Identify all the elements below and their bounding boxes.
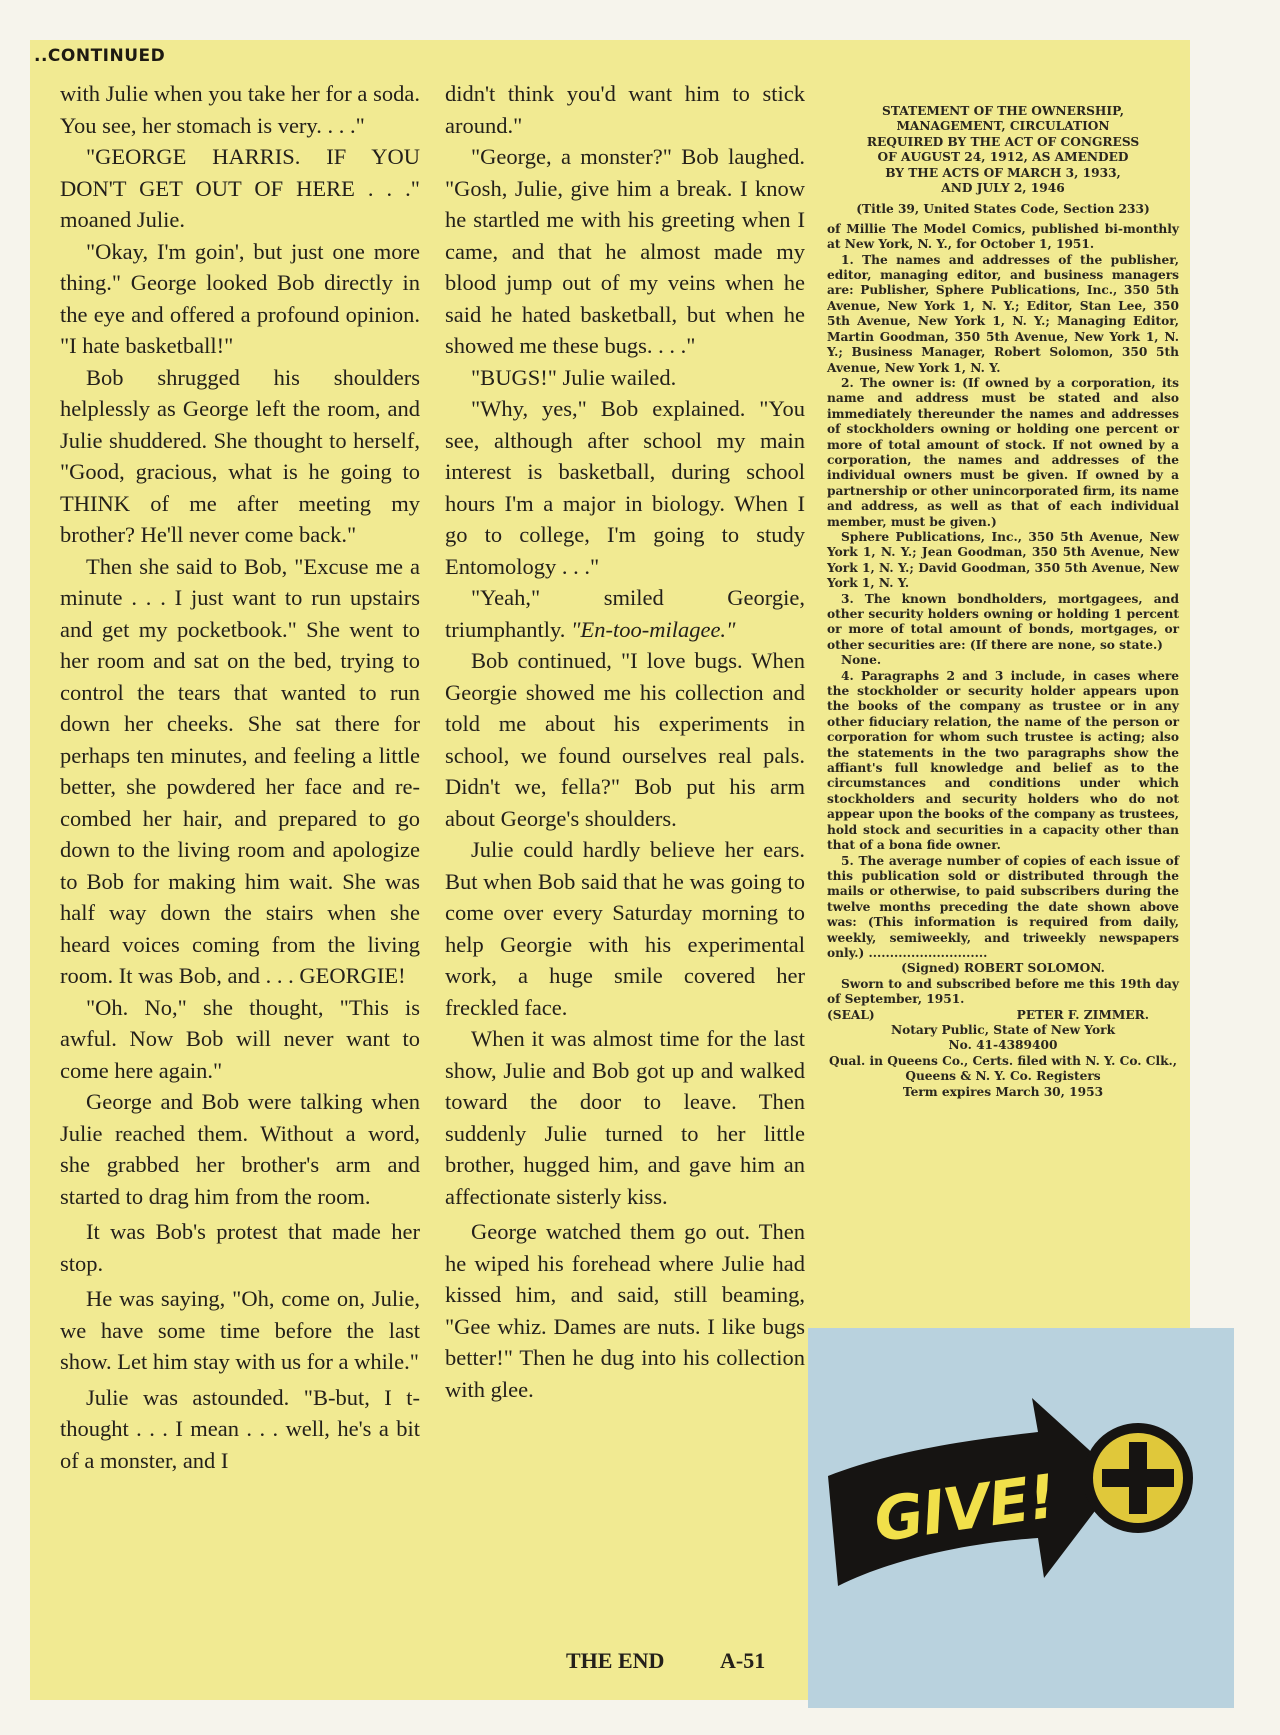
story-paragraph: He was saying, "Oh, come on, Julie, we have some time before the last show. Let him stay with us for a while." xyxy=(60,1286,420,1374)
statement-paragraph-3: 3. The known bondholders, mortgagees, and other security holders owning or holding 1 percent or more of total amount of bonds, mortgages, or other securities are: (If there are none, so state.) xyxy=(827,591,1179,652)
story-paragraph: "George, a monster?" Bob laughed. "Gosh, Julie, give him a break. I know he startled me with his greeting when I came, and that he almost made my blood jump out of my veins when he said he hated basketball, but when he showed me these bugs. . . ." xyxy=(445,144,805,358)
story-paragraph xyxy=(445,582,805,645)
story-paragraph: Then she said to Bob, "Excuse me a minute . . . I just want to run upstairs and get my pocketbook." She went to her room and sat on the bed, trying to control the tears that wanted to run down her cheeks. She sat there for perhaps ten minutes, and feeling a little better, she powdered her face and re-combed her hair, and prepared to go down to the living room and apologize to Bob for making him wait. She was half way down the stairs when she heard voices coming from the living room. It was Bob, and . . . GEORGIE! xyxy=(60,553,420,988)
story-paragraph: with Julie when you take her for a soda. You see, her stomach is very. . . ." xyxy=(60,81,420,138)
statement-seal: (SEAL) xyxy=(827,1007,875,1022)
story-column-1 xyxy=(60,78,420,1476)
statement-title xyxy=(827,104,1179,196)
notary-title: Notary Public, State of New York xyxy=(890,1022,1116,1037)
continued-label: ..CONTINUED xyxy=(34,46,166,66)
story-paragraph: Julie could hardly believe her ears. But when Bob said that he was going to come over every Saturday morning to help Georgie with his experimental work, a huge smile covered her freckled face. xyxy=(445,837,805,1020)
story-paragraph: George and Bob were talking when Julie reached them. Without a word, she grabbed her brother's arm and started to drag him from the room. xyxy=(60,1089,420,1209)
red-cross-horizontal xyxy=(1102,1469,1174,1487)
story-paragraph: didn't think you'd want him to stick around." xyxy=(445,81,805,138)
statement-paragraph-2: 2. The owner is: (If owned by a corporation, its name and address must be stated and also immediately thereunder the names and addresses of stockholders owning or holding one percent or more of total amount of stock. If not owned by a corporation, the names and addresses of the individual owners must be given. If owned by a partnership or other unincorporated firm, its name and address, as well as that of each individual member, must be given.) xyxy=(827,375,1179,529)
story-paragraph: "GEORGE HARRIS. IF YOU DON'T GET OUT OF HERE . . ." moaned Julie. xyxy=(60,144,420,232)
red-cross-give-ad xyxy=(808,1328,1234,1708)
story-paragraph: "Okay, I'm goin', but just one more thing." George looked Bob directly in the eye and offered a profound opinion. "I hate basketball!" xyxy=(60,238,420,358)
statement-title-line: OF AUGUST 24, 1912, AS AMENDED xyxy=(877,150,1129,165)
story-paragraph: When it was almost time for the last show, Julie and Bob got up and walked toward the door to leave. Then suddenly Julie turned to her little brother, hugged him, and gave him an affectionate sisterly kiss. xyxy=(445,1026,805,1209)
notary-qualification: Qual. in Queens Co., Certs. filed with N. Y. Co. Clk., Queens & N. Y. Co. Registers xyxy=(828,1053,1178,1084)
the-end-label: THE END xyxy=(566,1648,665,1673)
story-paragraph: Bob shrugged his shoulders helplessly as George left the room, and Julie shuddered. She thought to herself, "Good, gracious, what is he going to THINK of me after meeting my brother? He'll never come back." xyxy=(60,364,420,547)
notary-number: No. 41-4389400 xyxy=(948,1038,1058,1053)
statement-paragraph-4: 4. Paragraphs 2 and 3 include, in cases where the stockholder or security holder appears upon the books of the company as trustee or in any other fiduciary relation, the name of the person or corporation for whom such trustee is acting; also the statements in the two paragraphs show the affiant's full knowledge and belief as to the circumstances and conditions under which stockholders and security holders who do not appear upon the books of the company as trustees, hold stock and securities in a capacity other than that of a bona fide owner. xyxy=(827,668,1179,853)
story-paragraph: "Why, yes," Bob explained. "You see, although after school my main interest is basketball, during school hours I'm a major in biology. When I go to college, I'm going to study Entomology . . ." xyxy=(445,396,805,579)
notary-name: PETER F. ZIMMER. xyxy=(1016,1007,1149,1022)
statement-paragraph-2b: Sphere Publications, Inc., 350 5th Avenue, New York 1, N. Y.; Jean Goodman, 350 5th Avenue, New York 1, N. Y.; David Goodman, 350 5th Avenue, New York 1, N. Y. xyxy=(827,529,1179,591)
story-paragraph: It was Bob's protest that made her stop. xyxy=(60,1219,420,1276)
statement-subtitle: (Title 39, United States Code, Section 233) xyxy=(856,202,1150,217)
story-paragraph: Julie was astounded. "B-but, I t-thought . . . I mean . . . well, he's a bit of a monster, and I xyxy=(60,1384,420,1473)
story-paragraph: "BUGS!" Julie wailed. xyxy=(471,364,677,390)
statement-title-line: REQUIRED BY THE ACT OF CONGRESS xyxy=(866,134,1140,149)
statement-intro: of Millie The Model Comics, published bi-monthly at New York, N. Y., for October 1, 1951. xyxy=(827,221,1179,252)
statement-title-line: AND JULY 2, 1946 xyxy=(941,181,1065,196)
entomology-quote: "En-too-milagee." xyxy=(571,616,736,642)
notary-term: Term expires March 30, 1953 xyxy=(902,1084,1104,1099)
statement-title-line: MANAGEMENT, CIRCULATION xyxy=(896,119,1110,134)
story-paragraph: "Oh. No," she thought, "This is awful. Now Bob will never want to come here again." xyxy=(60,994,420,1083)
statement-title-line: STATEMENT OF THE OWNERSHIP, xyxy=(882,104,1124,118)
statement-seal-row xyxy=(827,1008,1179,1023)
ownership-statement xyxy=(827,104,1179,1100)
statement-title-line: BY THE ACTS OF MARCH 3, 1933, xyxy=(885,165,1121,180)
story-paragraph: George watched them go out. Then he wiped his forehead where Julie had kissed him, and said, still beaming, "Gee whiz. Dames are nuts. I like bugs better!" Then he dug into his collection with glee. xyxy=(445,1219,805,1402)
statement-paragraph-3b: None. xyxy=(841,653,882,668)
statement-signed: (Signed) ROBERT SOLOMON. xyxy=(901,961,1105,976)
statement-paragraph-5: 5. The average number of copies of each issue of this publication sold or distributed through the mails or otherwise, to paid subscribers during the twelve months preceding the date shown above was: (This information is required from daily, weekly, semiweekly, and triweekly newspapers only.) ............................ xyxy=(827,853,1179,960)
statement-paragraph-1: 1. The names and addresses of the publisher, editor, managing editor, and business managers are: Publisher, Sphere Publications, Inc., 350 5th Avenue, New York 1, N. Y.; Editor, Stan Lee, 350 5th Avenue, New York 1, N. Y.; Managing Editor, Martin Goodman, 350 5th Avenue, New York 1, N. Y.; Business Manager, Robert Solomon, 350 5th Avenue, New York 1, N. Y. xyxy=(827,252,1179,375)
story-text: "Yeah," smiled Georgie, triumphantly. xyxy=(445,585,805,642)
give-label: GIVE! xyxy=(870,1461,1060,1557)
statement-sworn: Sworn to and subscribed before me this 19th day of September, 1951. xyxy=(827,976,1179,1007)
story-paragraph: Bob continued, "I love bugs. When Georgie showed me his collection and told me about his experiments in school, we found ourselves real pals. Didn't we, fella?" Bob put his arm about George's shoulders. xyxy=(445,648,805,831)
story-column-2 xyxy=(445,78,805,1405)
page-number: A-51 xyxy=(720,1648,766,1673)
